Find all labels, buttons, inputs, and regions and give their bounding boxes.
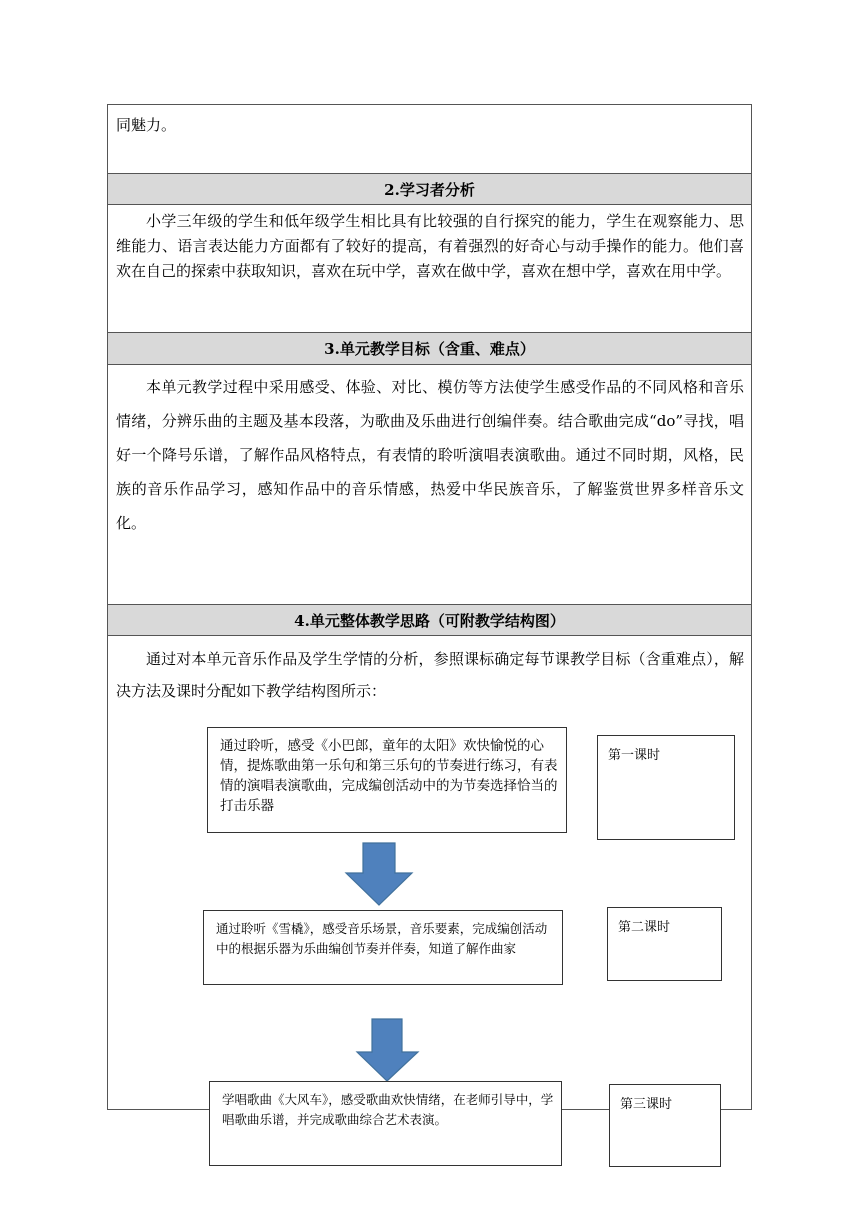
- lesson-3-label: 第三课时: [609, 1084, 721, 1167]
- section-body-learner-analysis: 小学三年级的学生和低年级学生相比具有比较强的自行探究的能力，学生在观察能力、思维能力、语言表达能力方面都有了较好的提高，有着强烈的好奇心与动手操作的能力。他们喜欢在自己的探索中获取知识，喜欢在玩中学，喜欢在做中学，喜欢在想中学，喜欢在用中学。: [116, 212, 744, 280]
- lesson-2-label: 第二课时: [607, 907, 722, 981]
- section-header-learner-analysis: 2.学习者分析: [107, 173, 752, 205]
- section-body-teaching-approach: 通过对本单元音乐作品及学生学情的分析，参照课标确定每节课教学目标（含重难点），解决方法及课时分配如下教学结构图所示：: [116, 650, 744, 700]
- flow-step-1-box: 通过聆听，感受《小巴郎，童年的太阳》欢快愉悦的心情，提炼歌曲第一乐句和第三乐句的节奏进行练习，有表情的演唱表演歌曲，完成编创活动中的为节奏选择恰当的打击乐器: [207, 727, 567, 833]
- flow-step-3-box: 学唱歌曲《大风车》，感受歌曲欢快情绪，在老师引导中，学唱歌曲乐谱，并完成歌曲综合艺术表演。: [209, 1081, 562, 1166]
- section-header-teaching-approach: 4.单元整体教学思路（可附教学结构图）: [107, 604, 752, 636]
- flow-step-2-box: 通过聆听《雪橇》，感受音乐场景，音乐要素，完成编创活动中的根据乐器为乐曲编创节奏并伴奏，知道了解作曲家: [203, 910, 563, 985]
- lesson-1-label: 第一课时: [597, 735, 735, 840]
- down-arrow-icon: [345, 842, 413, 906]
- down-arrow-icon: [356, 1018, 420, 1082]
- section-body-unit-goals: 本单元教学过程中采用感受、体验、对比、模仿等方法使学生感受作品的不同风格和音乐情绪，分辨乐曲的主题及基本段落，为歌曲及乐曲进行创编伴奏。结合歌曲完成“do”寻找，唱好一个降号乐谱，了解作品风格特点，有表情的聆听演唱表演歌曲。通过不同时期，风格，民族的音乐作品学习，感知作品中的音乐情感，热爱中华民族音乐，了解鉴赏世界多样音乐文化。: [116, 378, 744, 532]
- section-header-unit-goals: 3.单元教学目标（含重、难点）: [107, 332, 752, 365]
- intro-tail-text: 同魅力。: [116, 116, 177, 134]
